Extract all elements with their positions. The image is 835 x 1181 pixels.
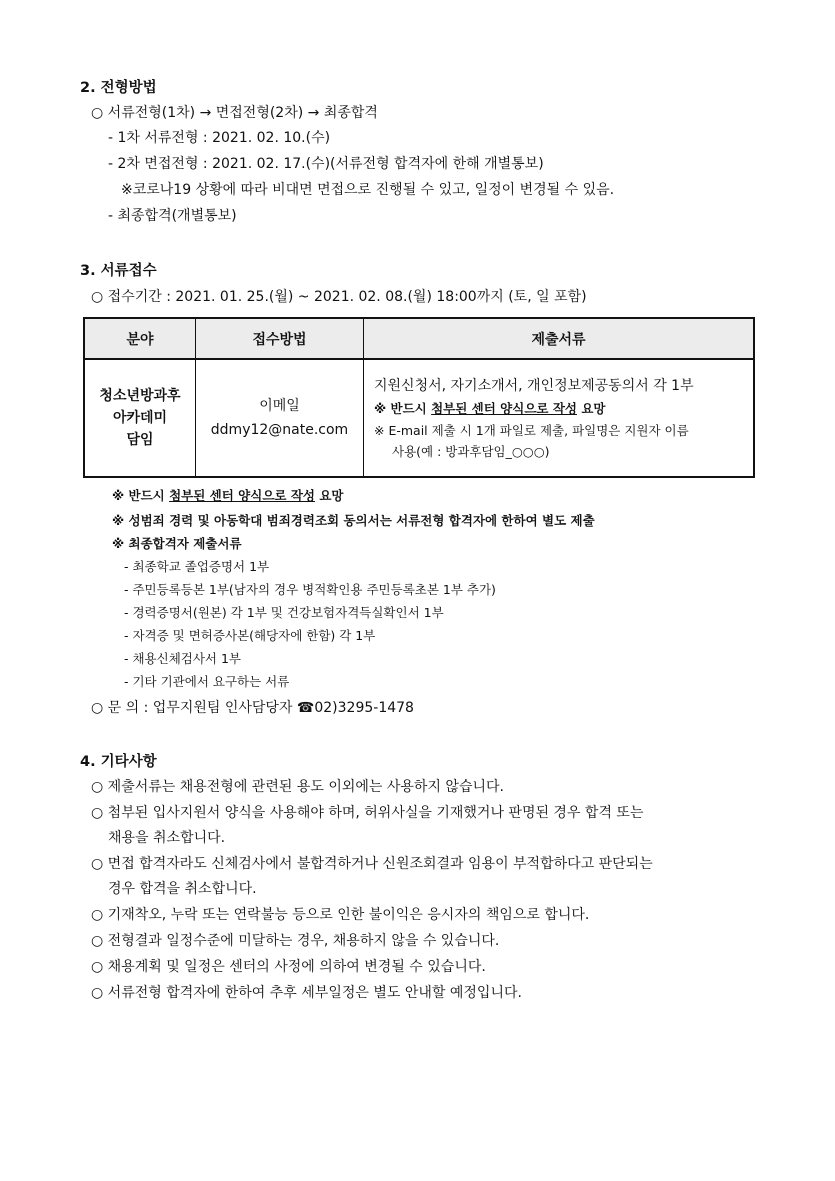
list-item: - 최종학교 졸업증명서 1부	[124, 559, 270, 574]
step-2-interview: - 2차 면접전형 : 2021. 02. 17.(수)(서류전형 합격자에 한해 개별통보)	[108, 156, 544, 172]
list-item: ○ 제출서류는 채용전형에 관련된 용도 이외에는 사용하지 않습니다.	[91, 779, 504, 795]
list-item-continuation: 채용을 취소합니다.	[108, 830, 226, 846]
step-1-document-screening: - 1차 서류전형 : 2021. 02. 10.(수)	[108, 130, 331, 146]
method-email-label: 이메일	[259, 398, 300, 414]
section-3-heading: 3. 서류접수	[80, 263, 157, 279]
category-line: 청소년방과후	[99, 388, 181, 404]
header-method: 접수방법	[196, 318, 364, 359]
crime-record-notice: ※ 성범죄 경력 및 아동학대 범죄경력조회 동의서는 서류전형 합격자에 한하여 별도 제출	[112, 513, 595, 528]
form-requirement-note	[374, 398, 753, 420]
note-prefix: ※ 반드시	[374, 401, 432, 416]
filename-example: 사용(예 : 방과후담임_○○○)	[392, 444, 550, 459]
category-line: 담임	[126, 432, 154, 448]
email-submission-note: ※ E-mail 제출 시 1개 파일로 제출, 파일명은 지원자 이름	[374, 423, 689, 438]
form-notice	[112, 486, 344, 504]
list-item: ○ 전형결과 일정수준에 미달하는 경우, 채용하지 않을 수 있습니다.	[91, 933, 500, 949]
step-3-final-pass: - 최종합격(개별통보)	[108, 208, 237, 224]
list-item: ○ 채용계획 및 일정은 센터의 사정에 의하여 변경될 수 있습니다.	[91, 959, 486, 975]
application-period: ○ 접수기간 : 2021. 01. 25.(월) ~ 2021. 02. 08.(월) 18:00까지 (토, 일 포함)	[91, 289, 587, 305]
category-cell	[84, 359, 196, 477]
list-item: - 자격증 및 면허증사본(해당자에 한함) 각 1부	[124, 628, 376, 643]
selection-flow: ○ 서류전형(1차) → 면접전형(2차) → 최종합격	[91, 105, 378, 121]
final-documents-heading: ※ 최종합격자 제출서류	[112, 536, 242, 551]
application-table	[83, 317, 755, 478]
header-field: 분야	[84, 318, 196, 359]
note-suffix: 요망	[576, 401, 606, 416]
required-documents: 지원신청서, 자기소개서, 개인정보제공동의서 각 1부	[374, 378, 694, 394]
section-4-heading: 4. 기타사항	[80, 754, 157, 770]
list-item: ○ 첨부된 입사지원서 양식을 사용해야 하며, 허위사실을 기재했거나 판명된 경우 합격 또는	[91, 805, 644, 821]
note-underlined: 첨부된 센터 양식으로 작성	[169, 488, 315, 503]
list-item: - 경력증명서(원본) 각 1부 및 건강보험자격득실확인서 1부	[124, 605, 444, 620]
list-item: - 채용신체검사서 1부	[124, 651, 242, 666]
header-documents: 제출서류	[364, 318, 755, 359]
table-header-row	[84, 318, 754, 359]
table-row	[84, 359, 754, 477]
note-underlined: 첨부된 센터 양식으로 작성	[431, 401, 577, 416]
list-item: ○ 서류전형 합격자에 한하여 추후 세부일정은 별도 안내할 예정입니다.	[91, 985, 522, 1001]
list-item: - 기타 기관에서 요구하는 서류	[124, 674, 290, 689]
list-item-continuation: 경우 합격을 취소합니다.	[108, 881, 257, 897]
method-email-address[interactable]: ddmy12@nate.com	[210, 422, 349, 438]
list-item: ○ 기재착오, 누락 또는 연락불능 등으로 인한 불이익은 응시자의 책임으로 합니다.	[91, 907, 590, 923]
covid-interview-note: ※코로나19 상황에 따라 비대면 면접으로 진행될 수 있고, 일정이 변경될 수 있음.	[121, 182, 615, 198]
section-2-heading: 2. 전형방법	[80, 80, 157, 96]
category-line: 아카데미	[112, 410, 168, 426]
note-prefix: ※ 반드시	[112, 488, 170, 503]
method-cell	[196, 359, 364, 477]
list-item: ○ 면접 합격자라도 신체검사에서 불합격하거나 신원조회결과 임용이 부적합하다고 판단되는	[91, 856, 653, 872]
note-suffix: 요망	[314, 488, 344, 503]
inquiry-contact: ○ 문 의 : 업무지원팀 인사담당자 ☎02)3295-1478	[91, 700, 414, 716]
list-item: - 주민등록등본 1부(남자의 경우 병적확인용 주민등록초본 1부 추가)	[124, 582, 496, 597]
documents-cell	[364, 359, 755, 477]
